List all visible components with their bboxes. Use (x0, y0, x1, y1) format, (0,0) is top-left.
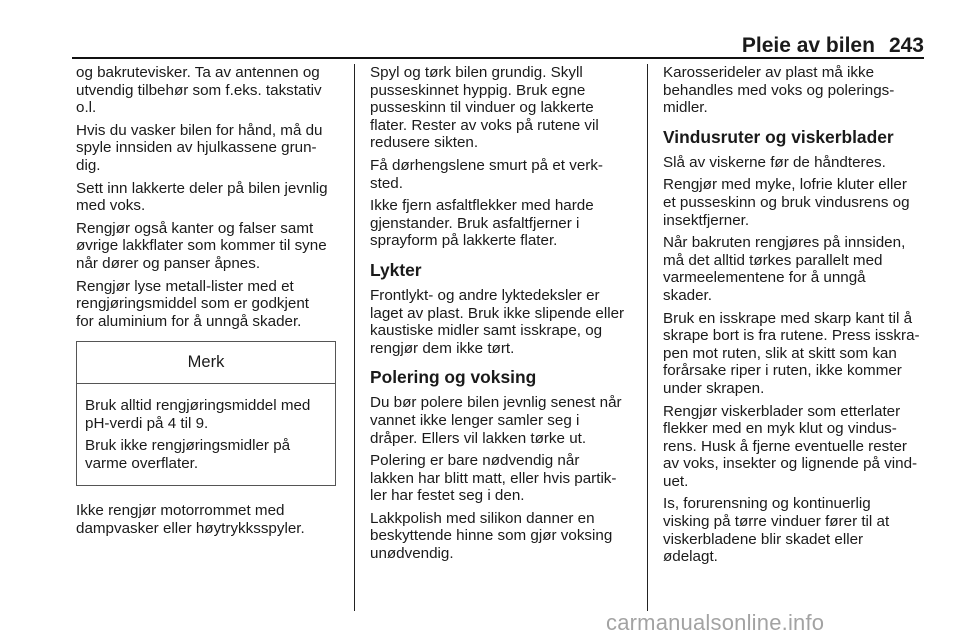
paragraph: Bruk en isskrape med skarp kant til å skrape bort is fra rutene. Press isskra- pen mot ruten, slik at skitt som kan forårsake riper i ruten, ikke kommer under skrapen. (663, 309, 920, 397)
note-paragraph: Bruk ikke rengjøringsmidler på varme overflater. (85, 437, 291, 472)
column-2 (370, 64, 636, 568)
paragraph: Slå av viskerne før de håndteres. (663, 153, 886, 171)
paragraph: Når bakruten rengjøres på innsiden, må det alltid tørkes parallelt med varmeelementene for å unngå skader. (663, 234, 906, 304)
column-divider (647, 64, 648, 611)
section-heading-vindusruter: Vindusruter og viskerblader (663, 126, 894, 147)
column-divider (354, 64, 355, 611)
paragraph: Rengjør viskerblader som etterlater flekker med en myk klut og vindus- rens. Husk å fjerne eventuelle rester av voks, insekter og lignende på vind- uet. (663, 402, 918, 490)
note-body (77, 384, 335, 485)
note-title: Merk (77, 342, 335, 384)
paragraph: Spyl og tørk bilen grundig. Skyll pusseskinnet hyppig. Bruk egne pusseskinn til vinduer og lakkerte flater. Rester av voks på rutene vil redusere sikten. (370, 64, 599, 152)
paragraph: Ikke fjern asfaltflekker med harde gjenstander. Bruk asfaltfjerner i sprayform på lakkerte flater. (370, 197, 594, 250)
note-paragraph: Bruk alltid rengjøringsmiddel med pH-verdi på 4 til 9. (85, 396, 311, 432)
paragraph: Rengjør også kanter og falser samt øvrige lakkflater som kommer til syne når dører og panser åpnes. (76, 219, 327, 272)
paragraph: Få dørhengslene smurt på et verk- sted. (370, 156, 603, 192)
note-box (76, 341, 336, 486)
page-number: 243 (888, 34, 924, 57)
paragraph: Lakkpolish med silikon danner en beskyttende hinne som gjør voksing unødvendig. (370, 509, 613, 563)
paragraph: Rengjør lyse metall-lister med et rengjøringsmiddel som er godkjent for aluminium for å unngå skader. (76, 277, 309, 330)
header-rule (72, 57, 924, 59)
paragraph: Polering er bare nødvendig når lakken har blitt matt, eller hvis partik- ler har festet seg i den. (370, 452, 617, 505)
paragraph: og bakrutevisker. Ta av antennen og utvendig tilbehør som f.eks. takstativ o.l. (76, 64, 322, 117)
section-heading-polering: Polering og voksing (370, 367, 537, 388)
paragraph: Rengjør med myke, lofrie kluter eller et pusseskinn og bruk vindusrens og insektfjerner. (663, 176, 910, 229)
column-1 (76, 64, 348, 542)
page-header (742, 22, 924, 58)
paragraph: Karosserideler av plast må ikke behandles med voks og polerings- midler. (663, 64, 895, 117)
paragraph: Frontlykt- og andre lyktedeksler er laget av plast. Bruk ikke slipende eller kaustiske midler samt isskrape, og rengjør dem ikke tørt. (370, 286, 625, 357)
watermark: carmanualsonline.info (606, 610, 825, 635)
column-3 (663, 64, 929, 571)
paragraph: Hvis du vasker bilen for hånd, må du spyle innsiden av hjulkassene grun- dig. (76, 121, 323, 174)
paragraph: Is, forurensning og kontinuerlig visking på tørre vinduer fører til at viskerbladene blir skadet eller ødelagt. (663, 495, 890, 566)
paragraph: Ikke rengjør motorrommet med dampvasker eller høytrykksspyler. (76, 502, 305, 537)
section-heading-lykter: Lykter (370, 259, 422, 280)
paragraph: Du bør polere bilen jevnlig senest når vannet ikke lenger samler seg i dråper. Ellers vil lakken tørke ut. (370, 394, 622, 447)
page-title: Pleie av bilen (741, 34, 875, 57)
paragraph: Sett inn lakkerte deler på bilen jevnlig med voks. (76, 179, 328, 215)
